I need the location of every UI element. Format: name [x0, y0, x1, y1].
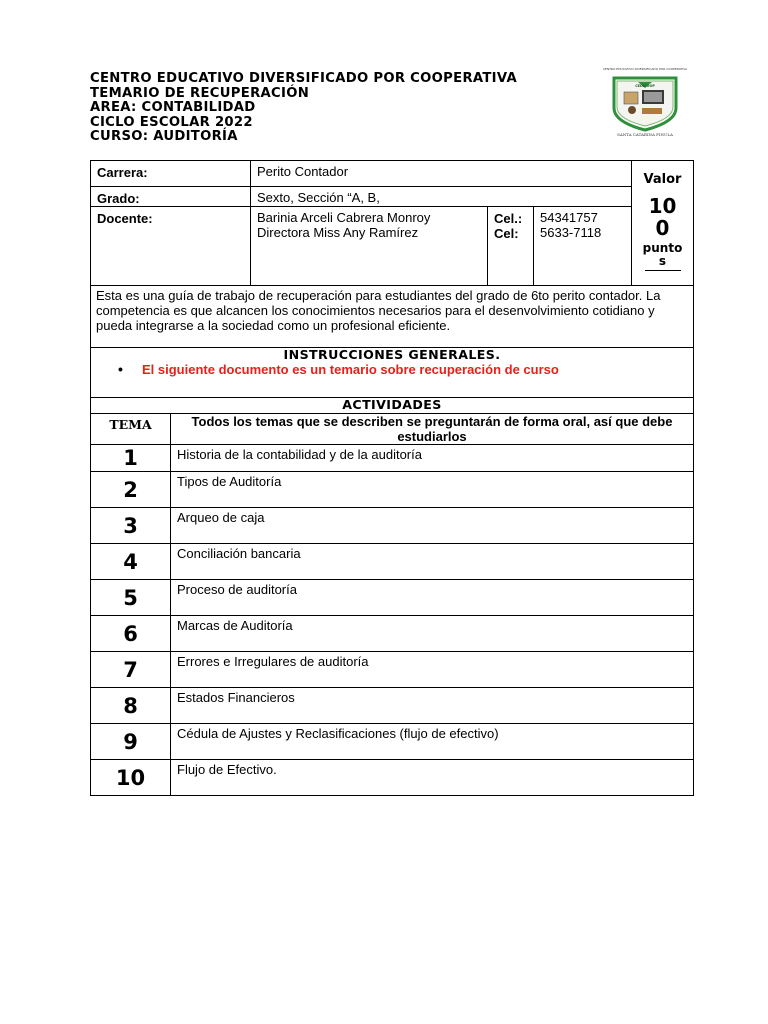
- valor-underline: [645, 270, 681, 271]
- topic-row: [91, 760, 694, 796]
- valor-number-line1: 10: [648, 194, 677, 218]
- info-table: [90, 160, 694, 286]
- school-logo: [602, 66, 688, 137]
- area-line: AREA: CONTABILIDAD: [90, 100, 256, 116]
- directora-name: Directora Miss Any Ramírez: [257, 225, 419, 240]
- content-table: [90, 285, 694, 796]
- topic-row: [91, 652, 694, 688]
- topic-row: [91, 544, 694, 580]
- cel-value-2: 5633-7118: [540, 225, 602, 240]
- topic-text: Estados Financieros: [171, 688, 694, 724]
- topic-number: 7: [91, 652, 171, 688]
- topic-number: 3: [91, 508, 171, 544]
- valor-number-line2: 0: [655, 216, 670, 240]
- topic-row: [91, 508, 694, 544]
- grado-value: Sexto, Sección “A, B,: [251, 187, 632, 207]
- carrera-label: Carrera:: [91, 161, 251, 187]
- activities-title: ACTIVIDADES: [91, 398, 694, 414]
- valor-label: Valor: [643, 172, 682, 187]
- tema-column-header: TEMA: [91, 414, 171, 445]
- activities-description-header: Todos los temas que se describen se preguntarán de forma oral, así que debe estudiarlos: [171, 414, 694, 445]
- instructions-title: INSTRUCCIONES GENERALES.: [283, 347, 501, 362]
- valor-number: [632, 195, 693, 239]
- topic-text: Errores e Irregulares de auditoría: [171, 652, 694, 688]
- topic-text: Arqueo de caja: [171, 508, 694, 544]
- valor-unit-line1: punto: [642, 241, 683, 255]
- instructions-section: [91, 348, 694, 398]
- logo-bottom-text: SANTA CATARINA PINULA: [617, 132, 673, 137]
- topic-number: 10: [91, 760, 171, 796]
- course-line: CURSO: AUDITORÍA: [90, 129, 238, 145]
- topic-number: 6: [91, 616, 171, 652]
- topic-number: 8: [91, 688, 171, 724]
- bullet-dot: •: [118, 361, 123, 377]
- topic-text: Conciliación bancaria: [171, 544, 694, 580]
- cel-labels: [488, 207, 534, 286]
- valor-cell: [632, 161, 694, 286]
- topic-text: Historia de la contabilidad y de la auditoría: [171, 445, 694, 472]
- cel-label-1: Cel.:: [494, 211, 523, 226]
- topic-text: Tipos de Auditoría: [171, 472, 694, 508]
- docente-label: Docente:: [91, 207, 251, 286]
- cel-value-1: 54341757: [540, 210, 598, 225]
- valor-unit: [632, 242, 693, 268]
- school-year-line: CICLO ESCOLAR 2022: [90, 114, 253, 130]
- document-title: TEMARIO DE RECUPERACIÓN: [90, 85, 310, 101]
- topic-text: Cédula de Ajustes y Reclasificaciones (flujo de efectivo): [171, 724, 694, 760]
- valor-unit-line2: s: [658, 254, 667, 268]
- instructions-bullet: [91, 362, 693, 378]
- intro-text: Esta es una guía de trabajo de recuperación para estudiantes del grado de 6to perito contador. La competencia es que alcancen los conocimientos necesarios para el desenvolvimiento cotidiano y pueda integrarse a la sociedad como un profesional eficiente.: [91, 286, 694, 348]
- docente-name: Barinia Arceli Cabrera Monroy: [257, 210, 431, 225]
- topic-number: 9: [91, 724, 171, 760]
- logo-name: CEDICOOP: [635, 84, 655, 88]
- topic-number: 4: [91, 544, 171, 580]
- topic-row: [91, 616, 694, 652]
- topic-text: Proceso de auditoría: [171, 580, 694, 616]
- docente-value: [251, 207, 488, 286]
- topic-row: [91, 580, 694, 616]
- topic-row: [91, 472, 694, 508]
- topic-text: Flujo de Efectivo.: [171, 760, 694, 796]
- topic-row: [91, 445, 694, 472]
- cel-values: [534, 207, 632, 286]
- topic-number: 2: [91, 472, 171, 508]
- topic-row: [91, 724, 694, 760]
- carrera-value: Perito Contador: [251, 161, 632, 187]
- document-header: [90, 72, 517, 145]
- grado-label: Grado:: [91, 187, 251, 207]
- topic-row: [91, 688, 694, 724]
- school-name: CENTRO EDUCATIVO DIVERSIFICADO POR COOPERATIVA: [90, 71, 518, 86]
- topic-number: 1: [91, 445, 171, 472]
- cel-label-2: Cel:: [494, 226, 519, 241]
- logo-top-text: CENTRO EDUCATIVO DIVERSIFICADO POR COOPERATIVA: [602, 67, 688, 71]
- topic-number: 5: [91, 580, 171, 616]
- instructions-bullet-text: El siguiente documento es un temario sobre recuperación de curso: [142, 362, 559, 377]
- topic-text: Marcas de Auditoría: [171, 616, 694, 652]
